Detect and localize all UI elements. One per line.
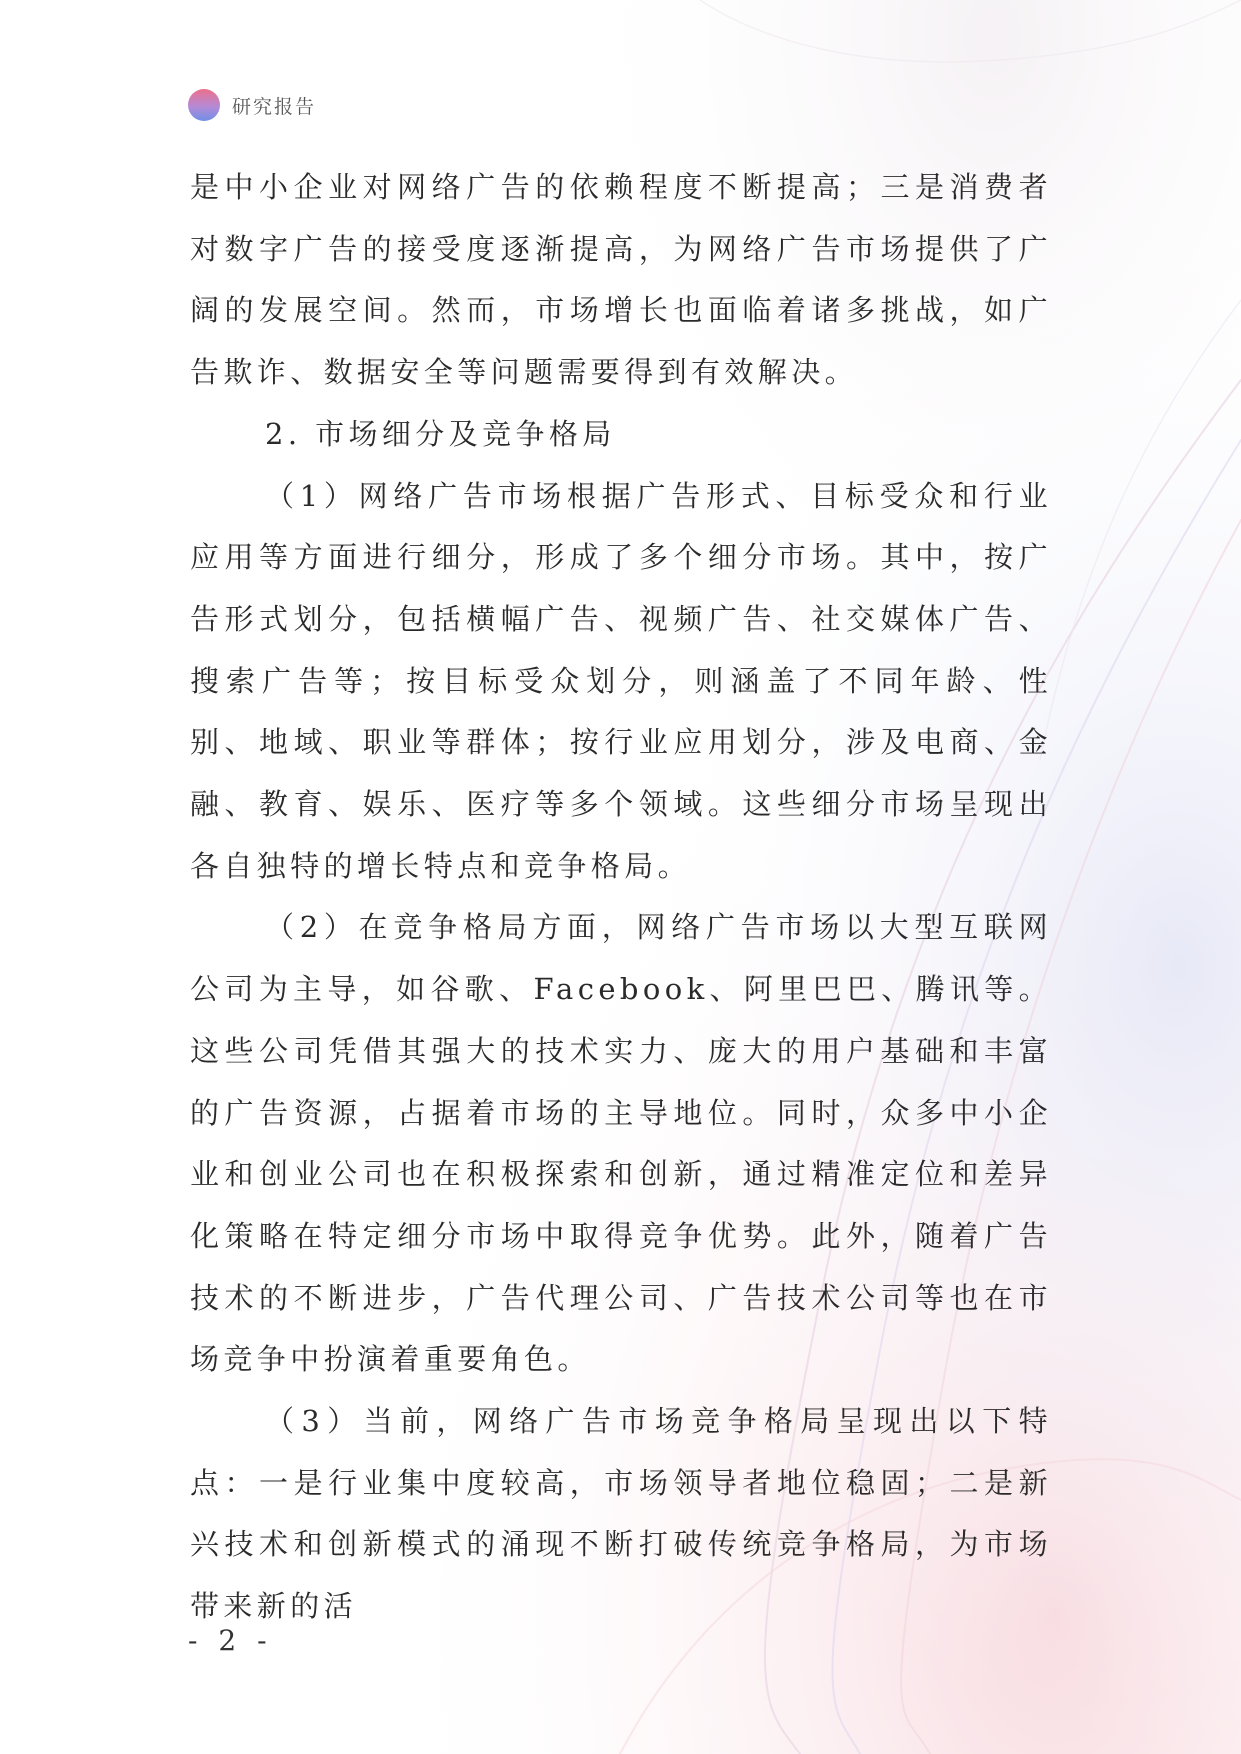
report-header-label: 研究报告 <box>232 95 317 118</box>
report-header <box>188 88 316 122</box>
paragraph-1: （1）网络广告市场根据广告形式、目标受众和行业应用等方面进行细分，形成了多个细分市场。其中，按广告形式划分，包括横幅广告、视频广告、社交媒体广告、搜索广告等；按目标受众划分，则涵盖了不同年龄、性别、地域、职业等群体；按行业应用划分，涉及电商、金融、教育、娱乐、医疗等多个领域。这些细分市场呈现出各自独特的增长特点和竞争格局。 <box>190 478 1052 883</box>
paragraph-2: （2）在竞争格局方面，网络广告市场以大型互联网公司为主导，如谷歌、Facebook、阿里巴巴、腾讯等。这些公司凭借其强大的技术实力、庞大的用户基础和丰富的广告资源，占据着市场的主导地位。同时，众多中小企业和创业公司也在积极探索和创新，通过精准定位和差异化策略在特定细分市场中取得竞争优势。此外，随着广告技术的不断进步，广告代理公司、广告技术公司等也在市场竞争中扮演着重要角色。 <box>190 910 1052 1377</box>
paragraph-3: （3）当前，网络广告市场竞争格局呈现出以下特点：一是行业集中度较高，市场领导者地位稳固；二是新兴技术和创新模式的涌现不断打破传统竞争格局，为市场带来新的活 <box>190 1404 1052 1624</box>
paragraph-intro: 是中小企业对网络广告的依赖程度不断提高；三是消费者对数字广告的接受度逐渐提高，为网络广告市场提供了广阔的发展空间。然而，市场增长也面临着诸多挑战，如广告欺诈、数据安全等问题需要得到有效解决。 <box>190 170 1052 390</box>
report-logo-icon <box>188 89 220 121</box>
page-number: - 2 - <box>188 1624 273 1657</box>
section-heading: 2. 市场细分及竞争格局 <box>265 416 616 451</box>
document-body <box>190 157 1052 1638</box>
